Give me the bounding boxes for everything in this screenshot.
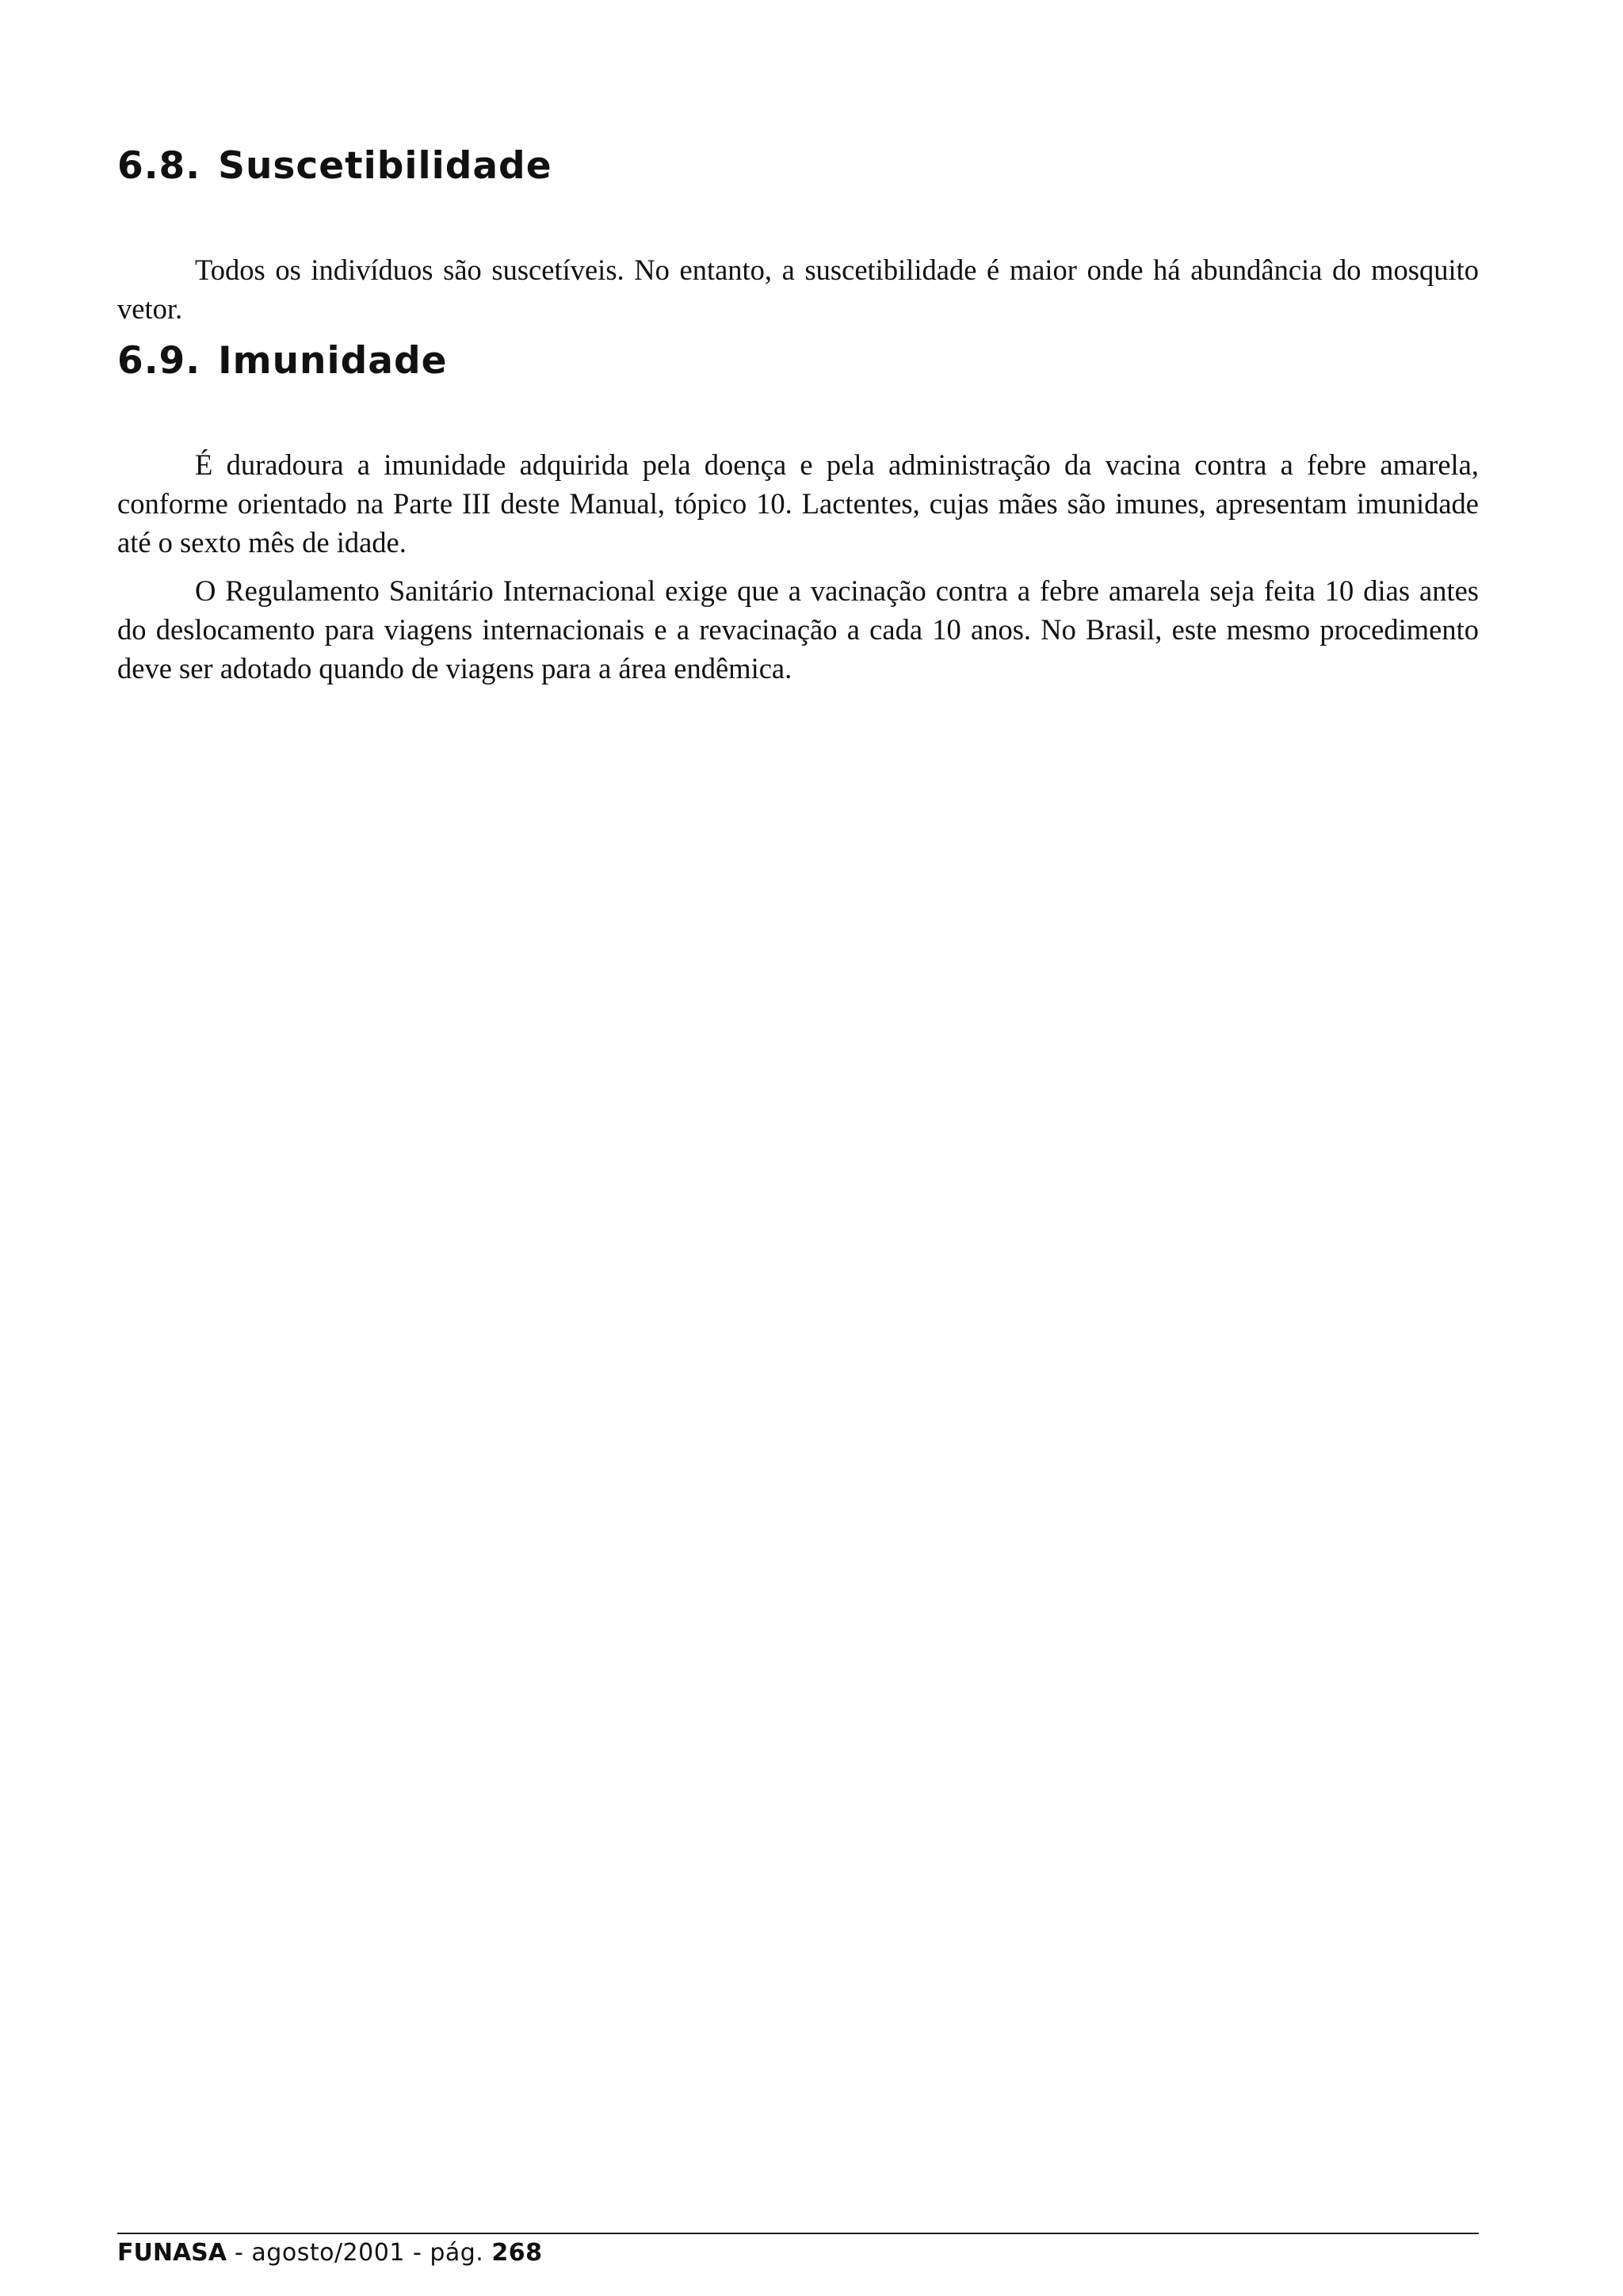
footer-separator: - xyxy=(404,2239,430,2267)
section-number: 6.9. xyxy=(117,339,201,383)
section-body-suscetibilidade xyxy=(117,250,1479,338)
page-footer xyxy=(117,2239,542,2267)
section-heading-imunidade xyxy=(117,339,448,383)
section-body-imunidade xyxy=(117,445,1479,697)
section-number: 6.8. xyxy=(117,144,201,188)
paragraph: O Regulamento Sanitário Internacional exige que a vacinação contra a febre amarela seja feita 10 dias antes do deslocamento para viagens internacionais e a revacinação a cada 10 anos. No Brasil, este mesmo procedimento deve ser adotado quando de viagens para a área endêmica. xyxy=(117,574,1479,685)
section-title: Suscetibilidade xyxy=(218,144,552,188)
footer-brand: FUNASA xyxy=(117,2239,227,2267)
footer-page-label: pág. xyxy=(430,2239,492,2267)
section-title: Imunidade xyxy=(218,339,448,383)
footer-separator: - xyxy=(227,2239,252,2267)
paragraph: Todos os indivíduos são suscetíveis. No entanto, a suscetibilidade é maior onde há abundância do mosquito vetor. xyxy=(117,254,1479,325)
section-heading-suscetibilidade xyxy=(117,144,552,188)
footer-divider xyxy=(117,2233,1479,2234)
footer-page-number: 268 xyxy=(491,2239,543,2267)
paragraph: É duradoura a imunidade adquirida pela doença e pela administração da vacina contra a febre amarela, conforme orientado na Parte III deste Manual, tópico 10. Lactentes, cujas mães são imunes, apresentam imunidade até o sexto mês de idade. xyxy=(117,448,1479,559)
footer-date: agosto/2001 xyxy=(251,2239,405,2267)
